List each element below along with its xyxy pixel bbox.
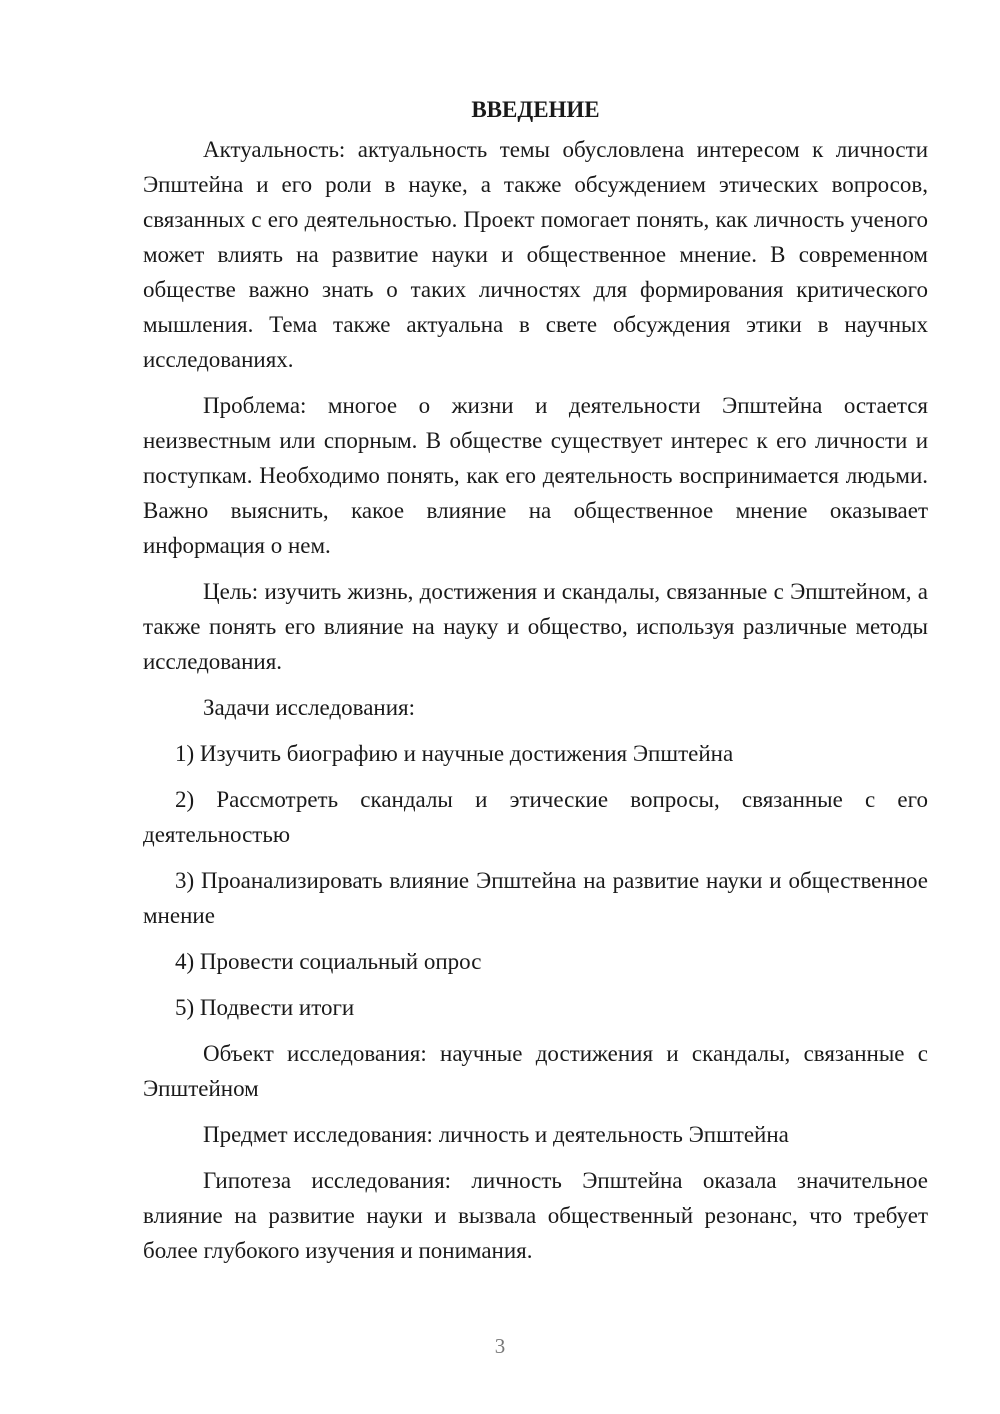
object-paragraph: Объект исследования: научные достижения и скандалы, связанные с Эпштейном: [143, 1041, 928, 1101]
task-item: 4) Провести социальный опрос: [175, 949, 482, 974]
section-title: ВВЕДЕНИЕ: [471, 97, 600, 122]
problem-paragraph: Проблема: многое о жизни и деятельности Эпштейна остается неизвестным или спорным. В обществе существует интерес к его личности и поступкам. Необходимо понять, как его деятельность воспринимается людьми. Важно выяснить, какое влияние на общественное мнение оказывает информация о нем.: [143, 393, 928, 558]
goal-paragraph: Цель: изучить жизнь, достижения и скандалы, связанные с Эпштейном, а также понять его влияние на науку и общество, используя различные методы исследования.: [143, 579, 928, 674]
subject-paragraph: Предмет исследования: личность и деятельность Эпштейна: [203, 1122, 789, 1147]
task-item: 1) Изучить биографию и научные достижения Эпштейна: [175, 741, 734, 766]
task-item: 2) Рассмотреть скандалы и этические вопросы, связанные с его деятельностью: [143, 787, 928, 847]
tasks-heading: Задачи исследования:: [203, 695, 416, 720]
task-item: 3) Проанализировать влияние Эпштейна на развитие науки и общественное мнение: [143, 868, 928, 928]
page-number: 3: [494, 1334, 506, 1358]
task-item: 5) Подвести итоги: [175, 995, 355, 1020]
relevance-paragraph: Актуальность: актуальность темы обусловлена интересом к личности Эпштейна и его роли в науке, а также обсуждением этических вопросов, связанных с его деятельностью. Проект помогает понять, как личность ученого может влиять на развитие науки и общественное мнение. В современном обществе важно знать о таких личностях для формирования критического мышления. Тема также актуальна в свете обсуждения этики в научных исследованиях.: [143, 137, 928, 372]
page-content: [143, 96, 928, 1279]
hypothesis-paragraph: Гипотеза исследования: личность Эпштейна оказала значительное влияние на развитие науки и вызвала общественный резонанс, что требует более глубокого изучения и понимания.: [143, 1168, 928, 1263]
